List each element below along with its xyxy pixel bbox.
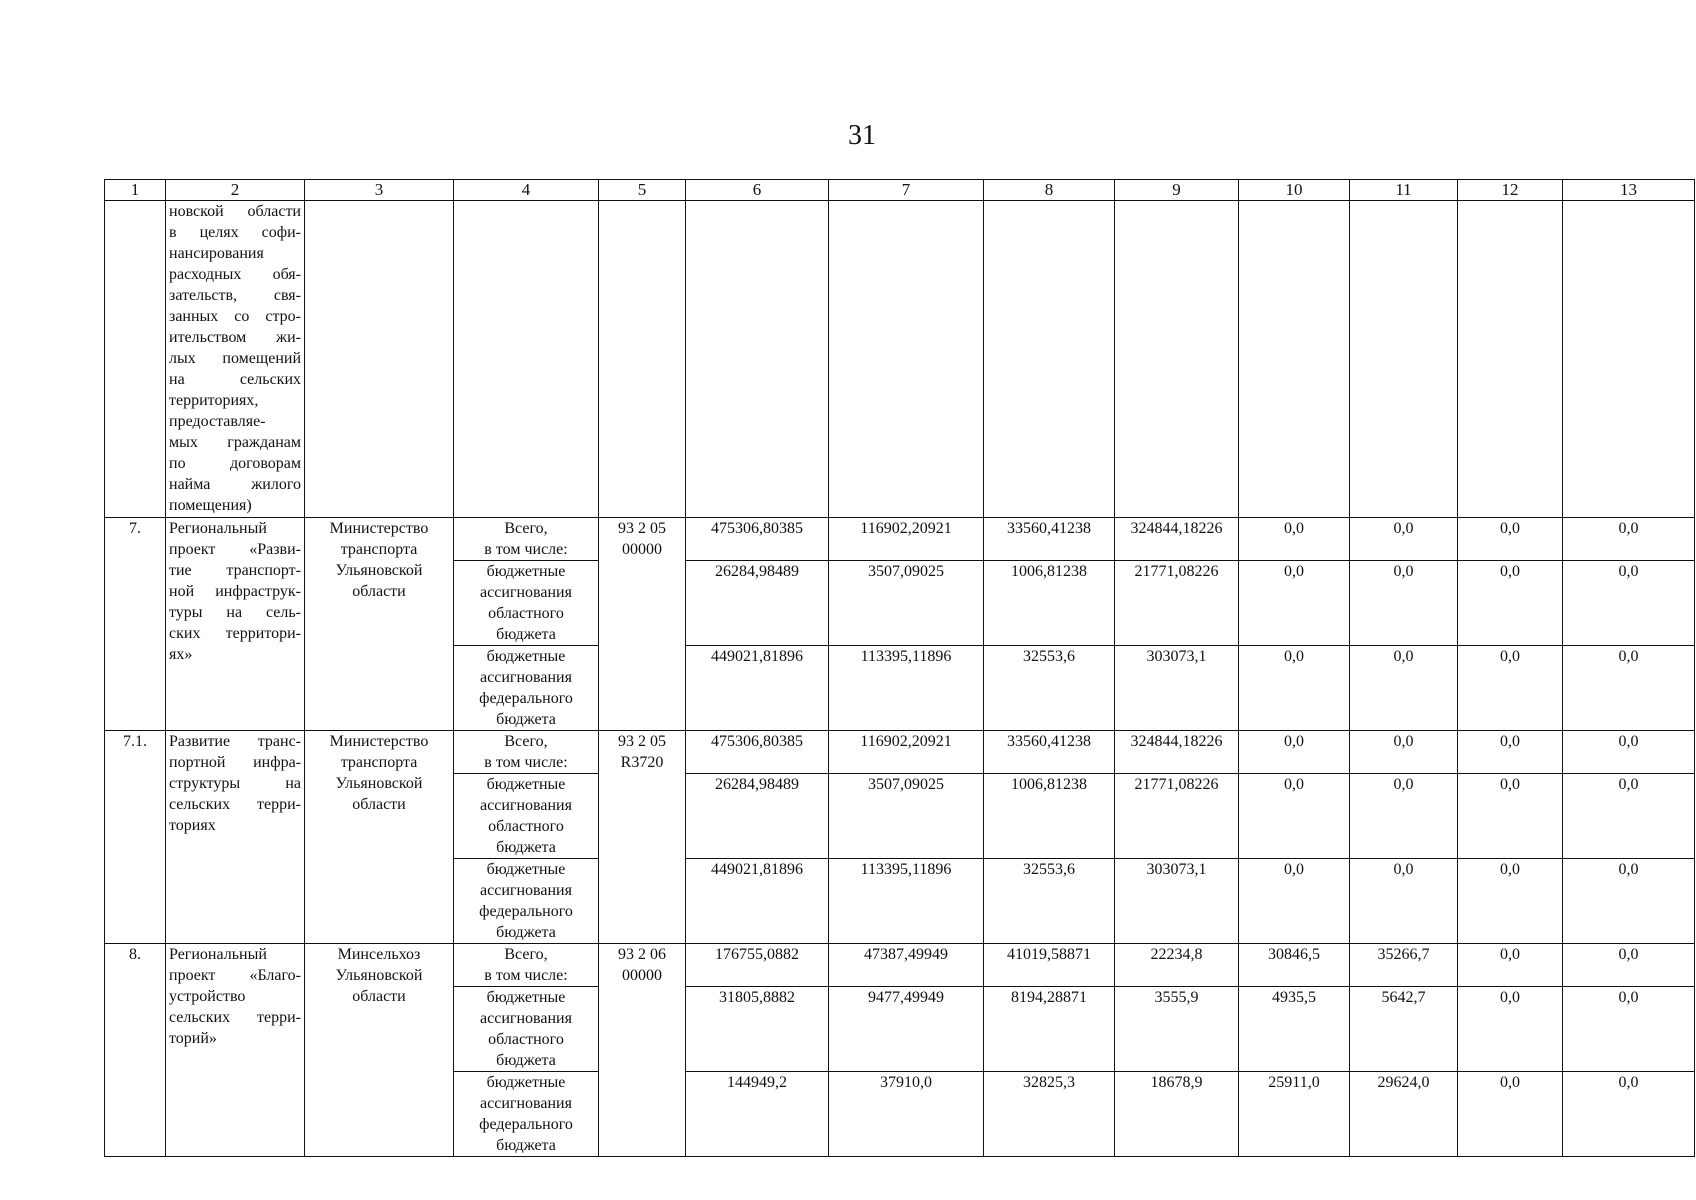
text-line: R3720 <box>620 754 664 771</box>
value-cell: 0,0 <box>1563 987 1695 1072</box>
text-line: на сельских <box>169 371 301 388</box>
text-line: помещения) <box>169 497 252 514</box>
text-line: Ульяновской <box>335 967 423 984</box>
value-cell: 26284,98489 <box>686 561 829 646</box>
value-cell: 116902,20921 <box>829 731 984 774</box>
text-line: мых гражданам <box>169 434 301 451</box>
value-cell: 116902,20921 <box>829 518 984 561</box>
project-name-cell <box>166 731 305 944</box>
value-cell: 303073,1 <box>1115 646 1239 731</box>
text-line: 00000 <box>622 967 662 984</box>
value-cell: 21771,08226 <box>1115 774 1239 859</box>
text-line: области <box>352 583 406 600</box>
value-cell: 47387,49949 <box>829 944 984 987</box>
value-cell: 32553,6 <box>984 859 1115 944</box>
text-line: Развитие транс- <box>169 733 301 750</box>
text-line: бюджета <box>496 711 556 728</box>
text-line: Ульяновской <box>335 775 423 792</box>
value-cell <box>1458 201 1563 518</box>
text-line: Всего, <box>504 733 548 750</box>
column-number: 8 <box>984 180 1115 201</box>
text-line: бюджета <box>496 626 556 643</box>
value-cell: 449021,81896 <box>686 859 829 944</box>
text-line: ассигнования <box>480 1010 572 1027</box>
value-cell: 0,0 <box>1458 646 1563 731</box>
value-cell: 324844,18226 <box>1115 731 1239 774</box>
text-line: бюджетные <box>486 989 566 1006</box>
text-line: областного <box>488 605 564 622</box>
value-cell: 0,0 <box>1239 646 1350 731</box>
text-line: Министерство <box>329 520 429 537</box>
text-line: федерального <box>479 903 573 920</box>
project-name-cell <box>166 944 305 1157</box>
column-number-row <box>105 180 1695 201</box>
text-line: бюджета <box>496 924 556 941</box>
column-number: 10 <box>1239 180 1350 201</box>
value-cell: 0,0 <box>1350 731 1458 774</box>
value-cell: 0,0 <box>1458 774 1563 859</box>
value-cell: 0,0 <box>1239 859 1350 944</box>
value-cell <box>686 201 829 518</box>
text-line: Региональный <box>169 946 267 963</box>
text-line: туры на сель- <box>169 604 301 621</box>
text-line: транспорта <box>340 541 418 558</box>
row-number-cell: 8. <box>105 944 166 1157</box>
value-cell <box>1115 201 1239 518</box>
value-cell: 37910,0 <box>829 1072 984 1157</box>
value-cell <box>1563 201 1695 518</box>
value-cell <box>1239 201 1350 518</box>
value-cell: 33560,41238 <box>984 518 1115 561</box>
value-cell: 3555,9 <box>1115 987 1239 1072</box>
text-line: проект «Благо- <box>169 967 301 984</box>
value-cell: 3507,09025 <box>829 774 984 859</box>
value-cell: 0,0 <box>1563 944 1695 987</box>
text-line: расходных обя- <box>169 266 301 283</box>
funding-source-cell <box>454 518 599 561</box>
table-row <box>105 944 1695 987</box>
value-cell: 0,0 <box>1458 518 1563 561</box>
text-line: лых помещений <box>169 350 301 367</box>
value-cell: 0,0 <box>1350 518 1458 561</box>
text-line: ях» <box>169 646 193 663</box>
value-cell: 324844,18226 <box>1115 518 1239 561</box>
text-line: занных со стро- <box>169 308 301 325</box>
text-line: тие транспорт- <box>169 562 301 579</box>
value-cell: 113395,11896 <box>829 646 984 731</box>
source-cell <box>454 201 599 518</box>
row-number-cell: 7.1. <box>105 731 166 944</box>
value-cell: 31805,8882 <box>686 987 829 1072</box>
value-cell: 18678,9 <box>1115 1072 1239 1157</box>
budget-code-cell <box>599 944 686 1157</box>
budget-table <box>104 179 1695 1157</box>
text-line: бюджета <box>496 1052 556 1069</box>
value-cell: 0,0 <box>1563 774 1695 859</box>
value-cell: 0,0 <box>1563 518 1695 561</box>
funding-source-cell <box>454 1072 599 1157</box>
value-cell: 0,0 <box>1563 561 1695 646</box>
value-cell: 144949,2 <box>686 1072 829 1157</box>
text-line: федерального <box>479 1116 573 1133</box>
text-line: Региональный <box>169 520 267 537</box>
row-number-cell: 7. <box>105 518 166 731</box>
text-line: ассигнования <box>480 797 572 814</box>
value-cell: 0,0 <box>1239 561 1350 646</box>
value-cell: 0,0 <box>1350 646 1458 731</box>
text-line: бюджетные <box>486 563 566 580</box>
value-cell: 26284,98489 <box>686 774 829 859</box>
text-line: сельских терри- <box>169 796 301 813</box>
text-line: бюджета <box>496 1137 556 1154</box>
value-cell: 475306,80385 <box>686 518 829 561</box>
executor-cell <box>305 201 454 518</box>
budget-code-cell <box>599 518 686 731</box>
text-line: 93 2 05 <box>618 733 666 750</box>
funding-source-cell <box>454 646 599 731</box>
value-cell <box>1350 201 1458 518</box>
continued-row <box>105 201 1695 518</box>
value-cell: 0,0 <box>1350 774 1458 859</box>
value-cell: 35266,7 <box>1350 944 1458 987</box>
value-cell: 113395,11896 <box>829 859 984 944</box>
text-line: по договорам <box>169 455 301 472</box>
text-line: ительством жи- <box>169 329 301 346</box>
text-line: портной инфра- <box>169 754 301 771</box>
text-line: Всего, <box>504 520 548 537</box>
executor-cell <box>305 944 454 1157</box>
value-cell: 21771,08226 <box>1115 561 1239 646</box>
text-line: Всего, <box>504 946 548 963</box>
funding-source-cell <box>454 774 599 859</box>
value-cell: 0,0 <box>1239 731 1350 774</box>
text-line: проект «Разви- <box>169 541 301 558</box>
text-line: устройство <box>169 988 246 1005</box>
text-line: Министерство <box>329 733 429 750</box>
value-cell: 0,0 <box>1350 561 1458 646</box>
funding-source-cell <box>454 987 599 1072</box>
value-cell: 1006,81238 <box>984 561 1115 646</box>
funding-source-cell <box>454 944 599 987</box>
code-cell <box>599 201 686 518</box>
budget-code-cell <box>599 731 686 944</box>
text-line: бюджетные <box>486 776 566 793</box>
value-cell: 0,0 <box>1563 646 1695 731</box>
value-cell: 0,0 <box>1563 859 1695 944</box>
text-line: ассигнования <box>480 1095 572 1112</box>
value-cell: 0,0 <box>1239 774 1350 859</box>
text-line: транспорта <box>340 754 418 771</box>
column-number: 6 <box>686 180 829 201</box>
column-number: 5 <box>599 180 686 201</box>
continued-name-cell <box>166 201 305 518</box>
value-cell: 0,0 <box>1458 1072 1563 1157</box>
text-line: в целях софи- <box>169 224 301 241</box>
text-line: области <box>352 988 406 1005</box>
text-line: 93 2 05 <box>618 520 666 537</box>
value-cell: 0,0 <box>1458 987 1563 1072</box>
value-cell: 25911,0 <box>1239 1072 1350 1157</box>
text-line: областного <box>488 1031 564 1048</box>
value-cell: 0,0 <box>1458 859 1563 944</box>
row-number-cell <box>105 201 166 518</box>
executor-cell <box>305 731 454 944</box>
value-cell: 0,0 <box>1239 518 1350 561</box>
value-cell <box>829 201 984 518</box>
value-cell: 3507,09025 <box>829 561 984 646</box>
value-cell: 32553,6 <box>984 646 1115 731</box>
text-line: ских территори- <box>169 625 301 642</box>
text-line: бюджетные <box>486 861 566 878</box>
text-line: области <box>352 796 406 813</box>
text-line: бюджетные <box>486 1074 566 1091</box>
value-cell: 30846,5 <box>1239 944 1350 987</box>
text-line: в том числе: <box>484 967 568 984</box>
value-cell: 22234,8 <box>1115 944 1239 987</box>
value-cell: 0,0 <box>1563 1072 1695 1157</box>
text-line: федерального <box>479 690 573 707</box>
executor-cell <box>305 518 454 731</box>
column-number: 9 <box>1115 180 1239 201</box>
column-number: 4 <box>454 180 599 201</box>
column-number: 12 <box>1458 180 1563 201</box>
text-line: в том числе: <box>484 754 568 771</box>
text-line: предоставляе- <box>169 413 266 430</box>
text-line: торий» <box>169 1030 217 1047</box>
value-cell: 9477,49949 <box>829 987 984 1072</box>
text-line: зательств, свя- <box>169 287 301 304</box>
value-cell: 475306,80385 <box>686 731 829 774</box>
table-row <box>105 731 1695 774</box>
value-cell: 0,0 <box>1458 561 1563 646</box>
column-number: 2 <box>166 180 305 201</box>
value-cell: 29624,0 <box>1350 1072 1458 1157</box>
column-number: 11 <box>1350 180 1458 201</box>
funding-source-cell <box>454 859 599 944</box>
text-line: Минсельхоз <box>337 946 421 963</box>
text-line: нансирования <box>169 245 264 262</box>
text-line: 00000 <box>622 541 662 558</box>
value-cell: 8194,28871 <box>984 987 1115 1072</box>
text-line: найма жилого <box>169 476 301 493</box>
value-cell: 0,0 <box>1350 859 1458 944</box>
value-cell: 0,0 <box>1563 731 1695 774</box>
value-cell: 5642,7 <box>1350 987 1458 1072</box>
text-line: ториях <box>169 817 216 834</box>
value-cell: 32825,3 <box>984 1072 1115 1157</box>
value-cell: 41019,58871 <box>984 944 1115 987</box>
text-line: в том числе: <box>484 541 568 558</box>
value-cell: 303073,1 <box>1115 859 1239 944</box>
column-number: 3 <box>305 180 454 201</box>
page-number: 31 <box>848 120 876 151</box>
text-line: ной инфраструк- <box>169 583 301 600</box>
text-line: ассигнования <box>480 669 572 686</box>
project-name-cell <box>166 518 305 731</box>
text-line: ассигнования <box>480 584 572 601</box>
value-cell: 33560,41238 <box>984 731 1115 774</box>
value-cell: 4935,5 <box>1239 987 1350 1072</box>
table-row <box>105 518 1695 561</box>
value-cell: 0,0 <box>1458 731 1563 774</box>
funding-source-cell <box>454 561 599 646</box>
text-line: областного <box>488 818 564 835</box>
text-line: бюджета <box>496 839 556 856</box>
text-line: ассигнования <box>480 882 572 899</box>
text-line: сельских терри- <box>169 1009 301 1026</box>
text-line: 93 2 06 <box>618 946 666 963</box>
column-number: 7 <box>829 180 984 201</box>
text-line: структуры на <box>169 775 301 792</box>
value-cell: 176755,0882 <box>686 944 829 987</box>
value-cell <box>984 201 1115 518</box>
value-cell: 449021,81896 <box>686 646 829 731</box>
value-cell: 1006,81238 <box>984 774 1115 859</box>
text-line: территориях, <box>169 392 259 409</box>
text-line: Ульяновской <box>335 562 423 579</box>
column-number: 13 <box>1563 180 1695 201</box>
text-line: бюджетные <box>486 648 566 665</box>
text-line: новской области <box>169 203 301 220</box>
value-cell: 0,0 <box>1458 944 1563 987</box>
column-number: 1 <box>105 180 166 201</box>
funding-source-cell <box>454 731 599 774</box>
